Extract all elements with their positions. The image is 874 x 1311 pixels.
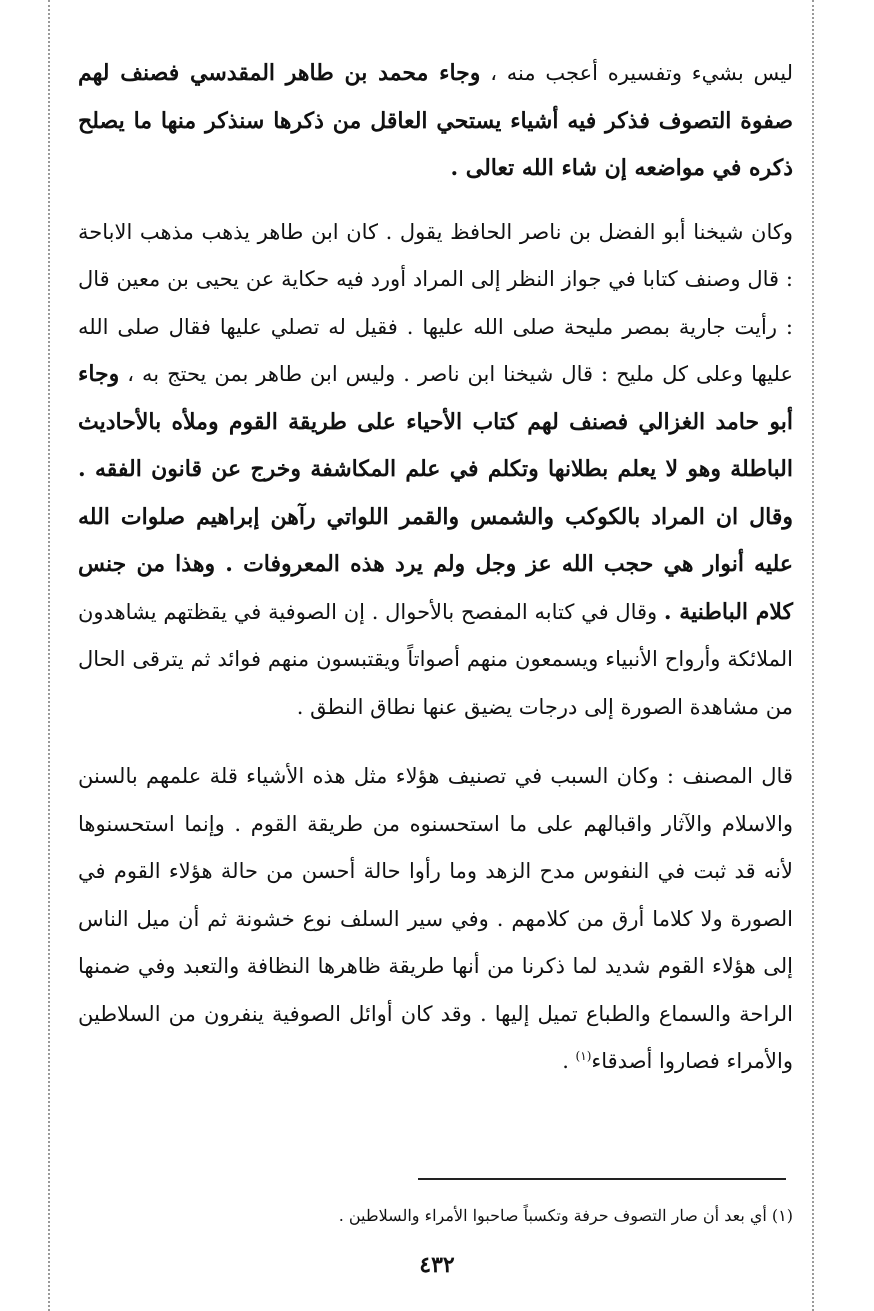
paragraph-2-segment: وكان شيخنا أبو الفضل بن ناصر الحافظ يقول . كان ابن طاهر يذهب مذهب الاباحة : قال وصنف كتابا في جواز النظر إلى المراد أورد فيه حكاية عن يحيى بن معين قال : رأيت جارية بمصر مليحة صلى الله عليها . فقيل له تصلي عليها فقال صلى الله عليها وعلى كل مليح : قال شيخنا ابن ناصر . وليس ابن طاهر بمن يحتج به ،	[78, 219, 793, 386]
right-margin-dotted-rule	[812, 0, 814, 1311]
left-margin-dotted-rule	[48, 0, 50, 1311]
paragraph-3-end: .	[562, 1049, 576, 1073]
page-body	[78, 50, 793, 1086]
paragraph-2-segment: وقال في كتابه المفصح بالأحوال . إن الصوفية في يقظتهم يشاهدون الملائكة وأرواح الأنبياء ويسمعون منهم أصواتاً ويقتبسون منهم فوائد ثم يترقى الحال من مشاهدة الصورة إلى درجات يضيق عنها نطاق النطق .	[78, 599, 793, 719]
footnote: (١) أي بعد أن صار التصوف حرفة وتكسباً صاحبوا الأمراء والسلاطين .	[338, 1206, 793, 1225]
paragraph-3	[78, 753, 793, 1086]
footnote-reference: (١)	[575, 1049, 592, 1063]
paragraph-2-bold-segment: وجاء أبو حامد الغزالي فصنف لهم كتاب الأحياء على طريقة القوم وملأه بالأحاديث الباطلة وهو لا يعلم بطلانها وتكلم في علم المكاشفة وخرج عن قانون الفقه . وقال ان المراد بالكوكب والشمس والقمر اللواتي رآهن إبراهيم صلوات الله عليه أنوار هي حجب الله عز وجل ولم يرد هذه المعروفات . وهذا من جنس كلام الباطنية .	[78, 361, 793, 625]
paragraph-2	[78, 209, 793, 732]
page-number: ٤٣٢	[419, 1252, 455, 1278]
footnote-separator	[418, 1178, 786, 1180]
paragraph-3-segment: قال المصنف : وكان السبب في تصنيف هؤلاء مثل هذه الأشياء قلة علمهم بالسنن والاسلام والآثار واقبالهم على ما استحسنوه من طريقة القوم . وإنما استحسنوها لأنه قد ثبت في النفوس مدح الزهد وما رأوا حالة أحسن من حالة هؤلاء القوم في الصورة ولا كلاما أرق من كلامهم . وفي سير السلف نوع خشونة ثم أن ميل الناس إلى هؤلاء القوم شديد لما ذكرنا من أنها طريقة ظاهرها النظافة والتعبد وفي ضمنها الراحة والسماع والطباع تميل إليها . وقد كان أوائل الصوفية ينفرون من السلاطين والأمراء فصاروا أصدقاء	[78, 764, 793, 1073]
paragraph-1-bold-segment: وجاء محمد بن طاهر المقدسي فصنف لهم صفوة التصوف فذكر فيه أشياء يستحي العاقل من ذكرها سنذكر منها ما يصلح ذكره في مواضعه إن شاء الله تعالى .	[78, 60, 793, 181]
paragraph-1	[78, 50, 793, 193]
paragraph-1-segment: ليس بشيء وتفسيره أعجب منه ،	[480, 61, 794, 85]
